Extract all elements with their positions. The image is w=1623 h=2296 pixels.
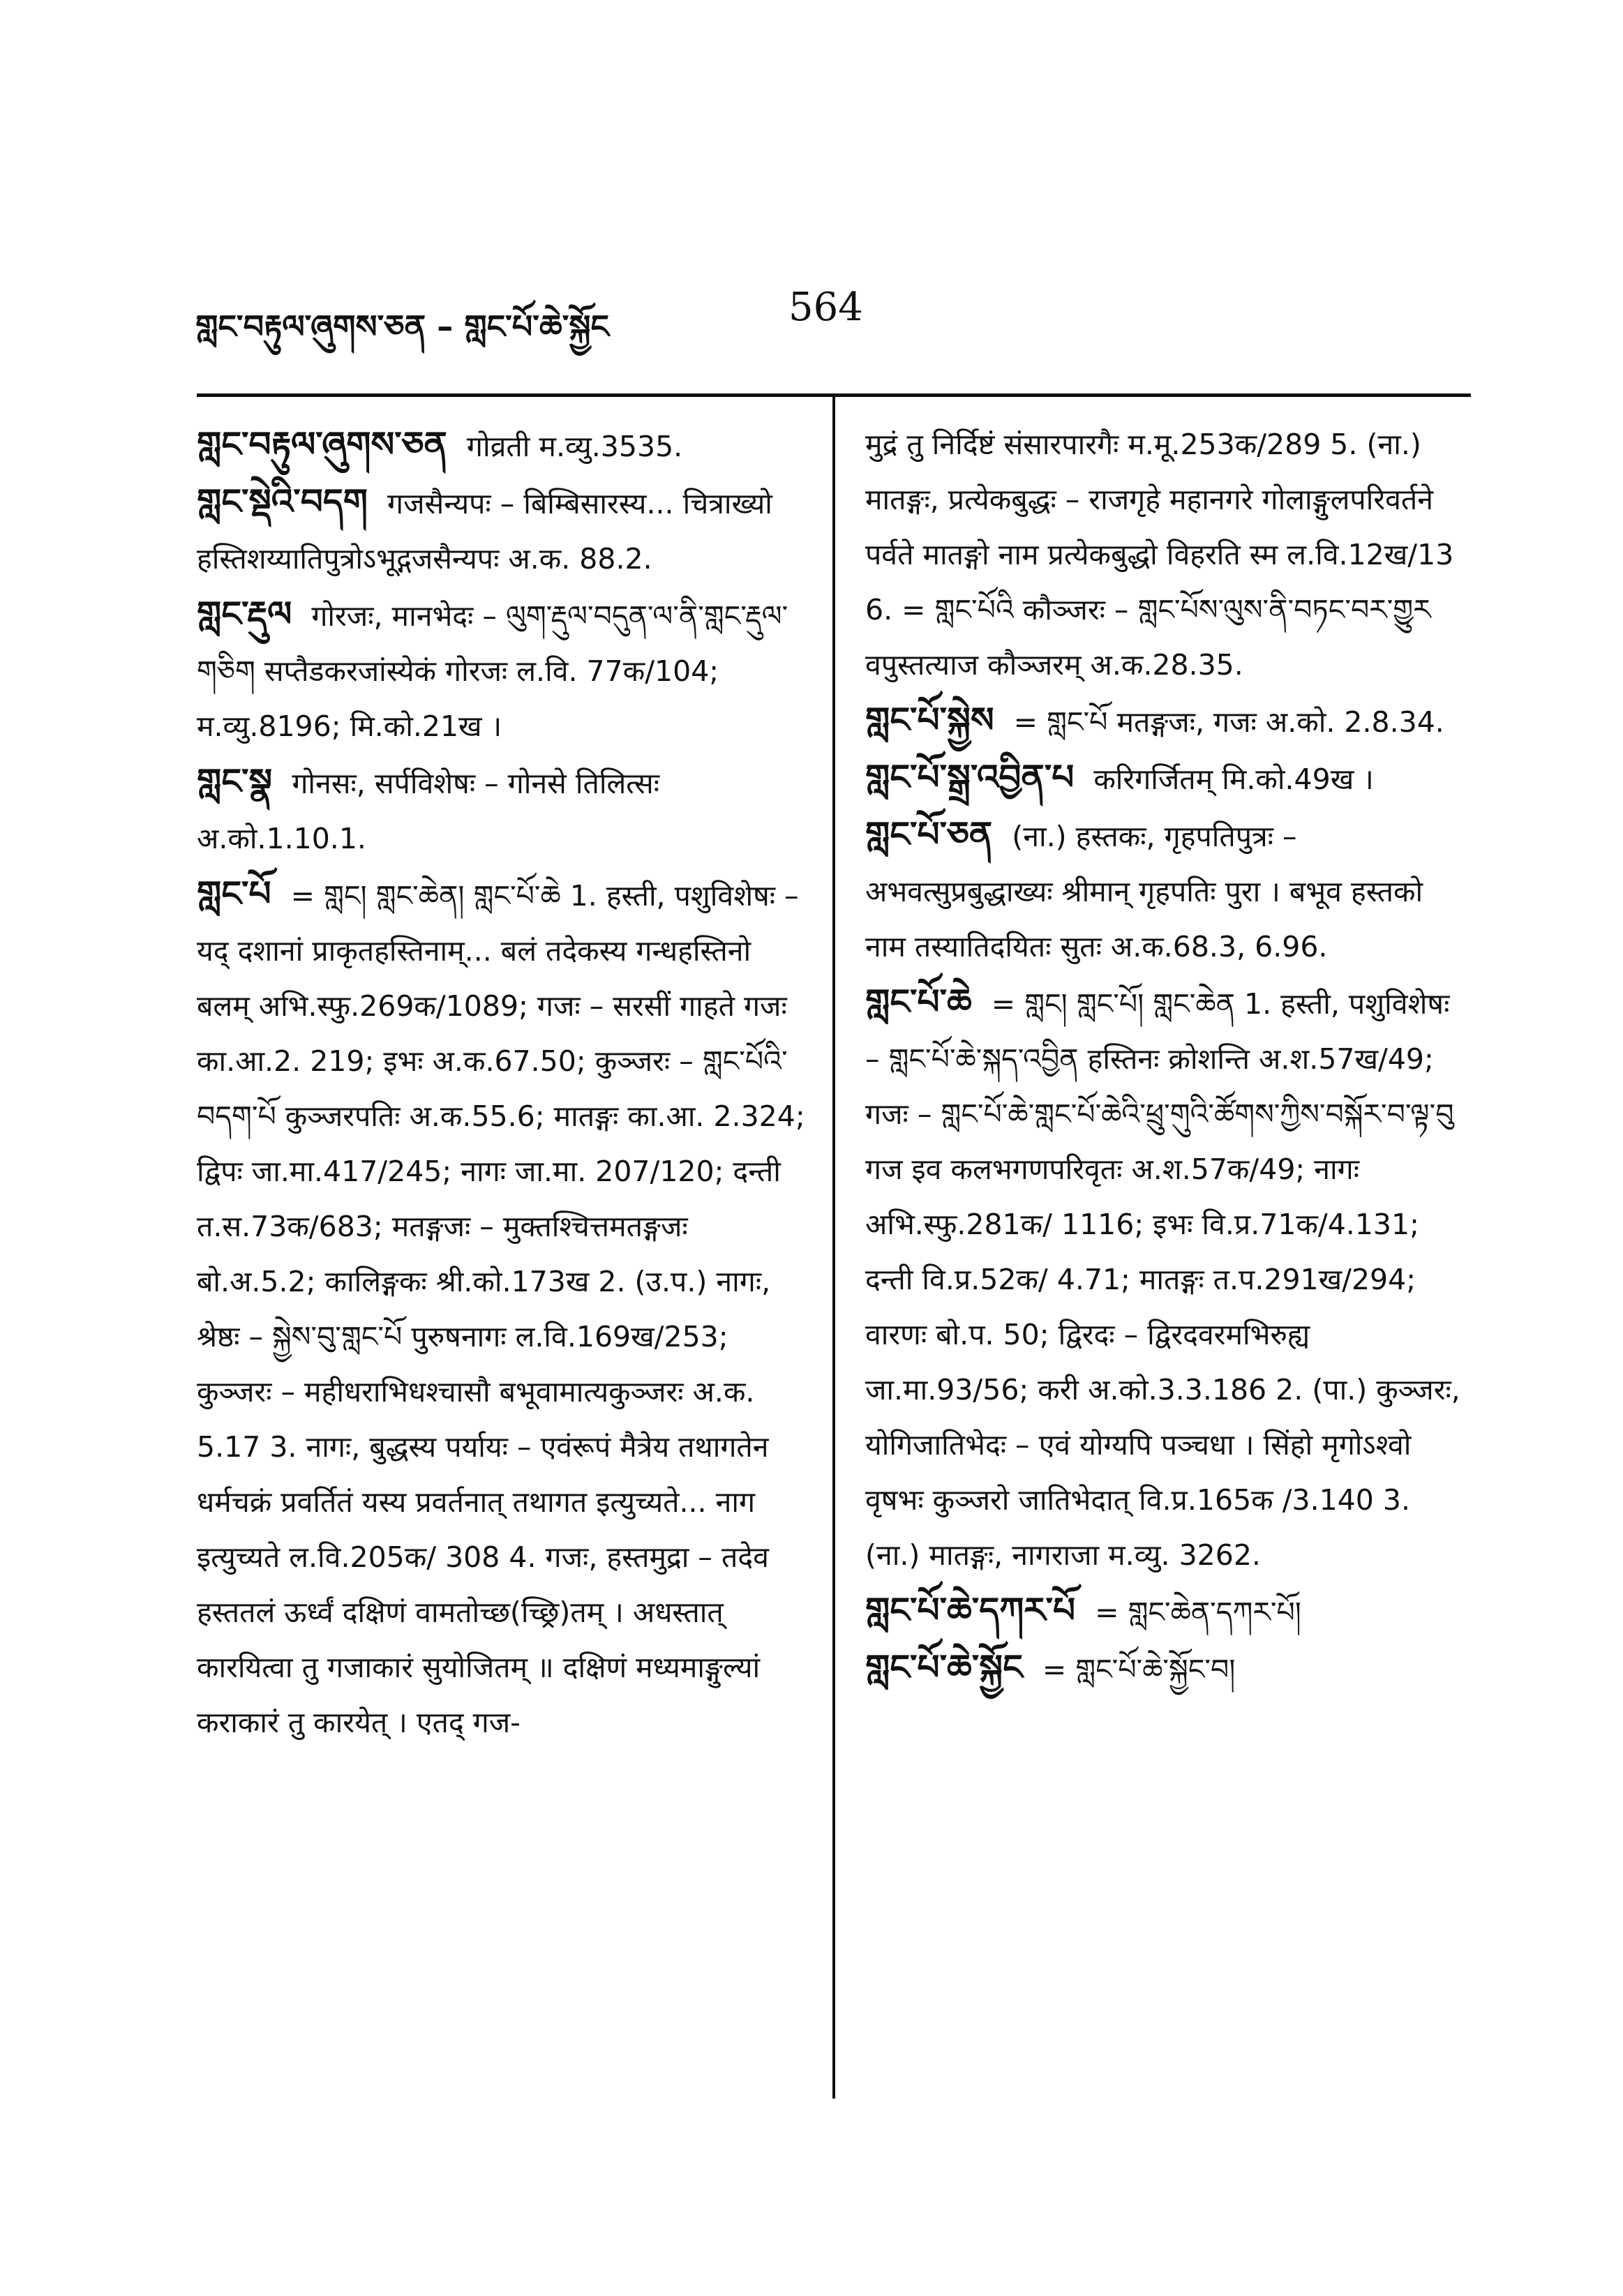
entry-text: (ना.) हस्तकः, गृहपतिपुत्रः – अभवत्सुप्रबुद्धाख्यः श्रीमान् गृहपतिः पुरा । बभूव हस्तको नाम तस्यातिदयितः सुतः अ.क.68.3, 6.96. xyxy=(865,820,1423,963)
page-number: 564 xyxy=(788,285,863,330)
entry-headword: གླང་པོ་ཆེ་དཀར་པོ xyxy=(865,1590,1076,1630)
right-column xyxy=(865,417,1472,1697)
dictionary-entry-continued xyxy=(865,417,1472,693)
entry-headword: གླང་པོ་ཅན xyxy=(865,814,993,855)
entry-text: = གླང། གླང་པོ། གླང་ཆེན 1. हस्ती, पशुविशेषः – གླང་པོ་ཆེ་སྐད་འབྱིན हस्तिनः क्रोशन्ति अ.श.57ख/49; गजः – གླང་པོ་ཆེ་གླང་པོ་ཆེའི་ཕྲུ་གུའི་ཚོགས་ཀྱིས་བསྐོར་བ་ལྟ་བུ गज इव कलभगणपरिवृतः अ.श.57क/49; नागः अभि.स्फु.281क/ 1116; इभः वि.प्र.71क/4.131; दन्ती वि.प्र.52क/ 4.71; मातङ्गः त.प.291ख/294; वारणः बो.प. 50; द्विरदः – द्विरदवरमभिरुह्य जा.मा.93/56; करी अ.को.3.3.186 2. (पा.) कुञ्जरः, योगिजातिभेदः – एवं योग्यपि पञ्चधा । सिंहो मृगोऽश्वो वृषभः कुञ्जरो जातिभेदात् वि.प्र.165क /3.140 3. (ना.) मातङ्गः, नागराजा म.व्यु. 3262. xyxy=(865,987,1460,1572)
dictionary-entry xyxy=(197,754,811,866)
entry-text: करिगर्जितम् मि.को.49ख । xyxy=(1093,763,1374,796)
entry-text: = གླང་ཆེན་དཀར་པོ། xyxy=(1095,1596,1301,1629)
entry-text: = གླང་པོ मतङ्गजः, गजः अ.को. 2.8.34. xyxy=(1013,705,1444,739)
entry-text: = གླང་པོ་ཆེ་སྐྱོང་བ། xyxy=(1042,1653,1236,1686)
entry-text: गोव्रती म.व्यु.3535. xyxy=(466,430,683,463)
dictionary-entry xyxy=(197,587,811,754)
dictionary-entry xyxy=(197,417,811,474)
dictionary-entry xyxy=(865,750,1472,807)
dictionary-entry xyxy=(865,807,1472,975)
entry-headword: གླང་བརྟུལ་ཞུགས་ཅན xyxy=(197,424,447,465)
entry-headword: གླང་པོ་སྐྱེས xyxy=(865,700,994,740)
page-header xyxy=(0,0,1623,391)
entry-headword: གླང་སྡེའི་བདག xyxy=(197,481,368,522)
dictionary-entry xyxy=(865,693,1472,750)
entry-text: = གླང། གླང་ཆེན། གླང་པོ་ཆེ 1. हस्ती, पशुविशेषः – यद् दशानां प्राकृतहस्तिनाम्... बलं तदेकस्य गन्धहस्तिनो बलम् अभि.स्फु.269क/1089; गजः – सरसीं गाहते गजः का.आ.2. 219; इभः अ.क.67.50; कुञ्जरः – གླང་པོའི་བདག་པོ कुञ्जरपतिः अ.क.55.6; मातङ्गः का.आ. 2.324; द्विपः जा.मा.417/245; नागः जा.मा. 207/120; दन्ती त.स.73क/683; मतङ्गजः – मुक्तश्चित्तमतङ्गजः बो.अ.5.2; कालिङ्गकः श्री.को.173ख 2. (उ.प.) नागः, श्रेष्ठः – སྐྱེས་བུ་གླང་པོ पुरुषनागः ल.वि.169ख/253; कुञ्जरः – महीधराभिधश्चासौ बभूवामात्यकुञ्जरः अ.क. 5.17 3. नागः, बुद्धस्य पर्यायः – एवंरूपं मैत्रेय तथागतेन धर्मचक्रं प्रवर्तितं यस्य प्रवर्तनात् तथागत इत्युच्यते... नाग इत्युच्यते ल.वि.205क/ 308 4. गजः, हस्तमुद्रा – तदेव हस्ततलं ऊर्ध्वं दक्षिणं वामतोच्छ(च्छ्रि)तम् । अधस्तात् कारयित्वा तु गजाकारं सुयोजितम् ॥ दक्षिणं मध्यमाङ्गुल्यां कराकारं तु कारयेत् । एतद् गज- xyxy=(197,879,805,1739)
header-range: གླང་བརྟུལ་ཞུགས་ཅན – གླང་པོ་ཆེ་སྐྱོང xyxy=(195,308,609,345)
entry-text: गोरजः, मानभेदः – ལུག་རྡུལ་བདུན་ལ་ནི་གླང་རྡུལ་གཅིག सप्तैडकरजांस्येकं गोरजः ल.वि. 77क/104; म.व्यु.8196; मि.को.21ख । xyxy=(197,599,788,743)
entry-headword: གླང་པོ xyxy=(197,873,271,914)
dictionary-entry xyxy=(197,474,811,587)
entry-text: गोनसः, सर्पविशेषः – गोनसे तिलित्सः अ.को.1.10.1. xyxy=(197,767,660,855)
entry-headword: གླང་པོ་ཆེ་སྐྱོང xyxy=(865,1647,1023,1688)
entry-headword: གླང་སྣ xyxy=(197,761,273,802)
column-divider xyxy=(832,396,835,2099)
entry-headword: གླང་རྡུལ xyxy=(197,594,292,634)
dictionary-entry xyxy=(197,866,811,1750)
dictionary-entry xyxy=(865,1583,1472,1640)
left-column xyxy=(197,417,811,1750)
dictionary-entry xyxy=(865,975,1472,1583)
entry-headword: གླང་པོ་སྒྲ་འབྱིན་པ xyxy=(865,757,1075,797)
entry-text: मुद्रं तु निर्दिष्टं संसारपारगैः म.मू.253क/289 5. (ना.) मातङ्गः, प्रत्येकबुद्धः – राजगृहे महानगरे गोलाङ्गुलपरिवर्तने पर्वते मातङ्गो नाम प्रत्येकबुद्धो विहरति स्म ल.वि.12ख/13 6. = གླང་པོའི कौञ्जरः – གླང་པོས་ལུས་ནི་བཏང་བར་གྱུར वपुस्तत्याज कौञ्जरम् अ.क.28.35. xyxy=(865,428,1454,682)
dictionary-entry xyxy=(865,1640,1472,1697)
entry-headword: གླང་པོ་ཆེ xyxy=(865,982,972,1022)
entry-text: गजसैन्यपः – बिम्बिसारस्य... चित्राख्यो हस्तिशय्यातिपुत्रोऽभूद्गजसैन्यपः अ.क. 88.2. xyxy=(197,487,772,576)
